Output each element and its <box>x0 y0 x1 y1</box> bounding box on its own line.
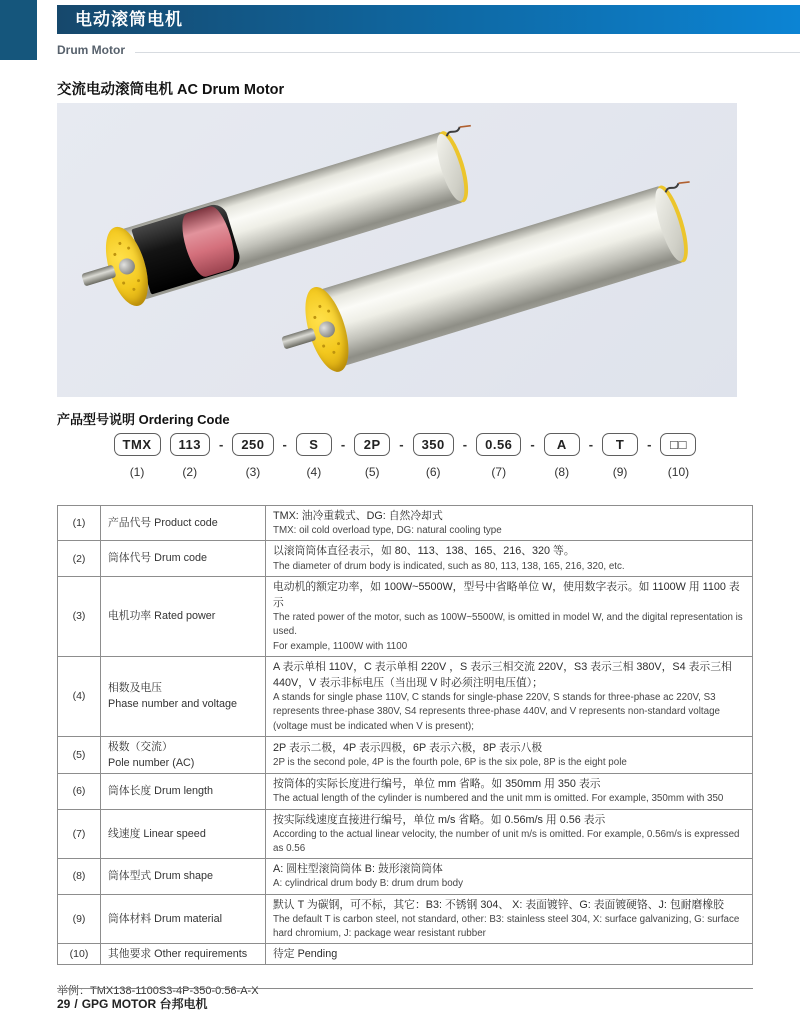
row-description-cell <box>266 506 753 541</box>
code-position-number: (1) <box>129 465 145 479</box>
description-line: 待定 Pending <box>273 948 338 961</box>
description-line: The default T is carbon steel, not standard, other: B3: stainless steel 304, X: surface galvanizing, G: surface hard chromium, J: package wear resistant rubber <box>273 913 740 939</box>
row-number-cell: (10) <box>58 944 101 965</box>
table-row <box>58 774 753 809</box>
product-image <box>57 103 737 397</box>
code-separator: - <box>462 437 468 452</box>
row-label-line: 筒体代号 Drum code <box>108 552 207 565</box>
table-row <box>58 541 753 576</box>
row-label-cell <box>101 774 266 809</box>
row-description-cell <box>266 809 753 859</box>
code-unit <box>232 433 273 479</box>
row-description-cell <box>266 656 753 736</box>
table-row <box>58 859 753 894</box>
code-unit <box>114 433 161 479</box>
footer-page-number: 29 <box>57 997 71 1011</box>
row-number-cell: (4) <box>58 656 101 736</box>
code-box: 350 <box>413 433 454 456</box>
row-label-cell <box>101 809 266 859</box>
row-label-cell <box>101 894 266 944</box>
description-line: According to the actual linear velocity, the number of unit m/s is omitted. For example, 0.56m/s is expressed as 0.56 <box>273 828 740 854</box>
header-divider <box>57 52 800 53</box>
row-label-cell <box>101 576 266 656</box>
code-separator: - <box>282 437 287 452</box>
description-line: A 表示单相 110V，C 表示单相 220V ，S 表示三相交流 220V，S3 表示三相 380V，S4 表示三相 440V，V 表示非标电压（当出现 V 时必须注明电压值）； <box>273 660 732 689</box>
spec-section <box>57 505 753 998</box>
code-unit <box>296 433 332 479</box>
table-row <box>58 506 753 541</box>
row-label-line: 产品代号 Product code <box>108 517 218 530</box>
code-position-number: (4) <box>306 465 322 479</box>
ordering-code-heading: 产品型号说明 Ordering Code <box>57 412 230 427</box>
row-description-cell <box>266 894 753 944</box>
drum-shaft <box>281 327 316 349</box>
code-unit <box>660 433 696 479</box>
code-position-number: (6) <box>425 465 441 479</box>
row-number-cell: (5) <box>58 736 101 773</box>
row-number-cell: (6) <box>58 774 101 809</box>
code-position-number: (10) <box>667 465 690 479</box>
row-description-cell <box>266 859 753 894</box>
description-line: 按筒体的实际长度进行编号，单位 mm 省略。如 350mm 用 350 表示 <box>273 778 601 791</box>
row-label-cell <box>101 506 266 541</box>
row-label-line: 筒体材料 Drum material <box>108 912 222 925</box>
table-row <box>58 656 753 736</box>
code-unit <box>170 433 210 479</box>
ordering-spec-table <box>57 505 753 965</box>
section-title: 交流电动滚筒电机 AC Drum Motor <box>57 82 285 98</box>
row-label-cell <box>101 736 266 773</box>
description-line: 电动机的额定功率，如 100W~5500W，型号中省略单位 W，使用数字表示。如 1100W 用 1100 表示 <box>273 580 740 609</box>
table-row <box>58 894 753 944</box>
code-separator: - <box>399 437 404 452</box>
example-label: 举例： <box>57 985 90 998</box>
example-code: TMX138-1100S3-4P-350-0.56-A-X <box>90 985 259 998</box>
code-unit <box>413 433 454 479</box>
code-separator: - <box>218 437 224 452</box>
row-description-cell <box>266 576 753 656</box>
row-description-cell <box>266 944 753 965</box>
row-number-cell: (2) <box>58 541 101 576</box>
row-label-line: 其他要求 Other requirements <box>108 948 248 961</box>
row-label-cell <box>101 944 266 965</box>
code-position-number: (5) <box>364 465 380 479</box>
description-line: The actual length of the cylinder is numbered and the unit mm is omitted. For example, 350mm with 350 <box>273 793 724 805</box>
description-line: For example, 1100W with 1100 <box>273 640 408 652</box>
table-row <box>58 944 753 965</box>
row-number-cell: (8) <box>58 859 101 894</box>
code-box: T <box>602 433 638 456</box>
description-line: 2P is the second pole, 4P is the fourth pole, 6P is the six pole, 8P is the eight pole <box>273 756 627 768</box>
table-row <box>58 809 753 859</box>
code-separator: - <box>530 437 535 452</box>
ordering-code-row <box>57 433 753 479</box>
code-box: S <box>296 433 332 456</box>
code-separator: - <box>340 437 346 452</box>
row-label-line: 极数（交流） <box>108 740 173 753</box>
row-number-cell: (1) <box>58 506 101 541</box>
code-box: 0.56 <box>476 433 521 456</box>
code-position-number: (2) <box>182 465 198 479</box>
description-line: 2P 表示二极，4P 表示四极，6P 表示六极，8P 表示八极 <box>273 741 543 754</box>
code-unit <box>602 433 638 479</box>
row-label-cell <box>101 541 266 576</box>
description-line: TMX: oil cold overload type, DG: natural cooling type <box>273 525 502 537</box>
spec-table-body <box>58 506 753 965</box>
code-unit <box>476 433 521 479</box>
code-separator: - <box>588 437 594 452</box>
row-number-cell: (7) <box>58 809 101 859</box>
description-line: 以滚筒筒体直径表示，如 80、113、138、165、216、320 等。 <box>273 545 575 558</box>
row-description-cell <box>266 774 753 809</box>
page-header-banner <box>57 5 800 34</box>
table-row <box>58 736 753 773</box>
description-line: A: 圆柱型滚筒筒体 B: 鼓形滚筒筒体 <box>273 863 443 876</box>
code-box: □□ <box>660 433 696 456</box>
page-title: 电动滚筒电机 <box>75 10 183 29</box>
row-label-line: 相数及电压 <box>108 682 162 695</box>
footer-brand: GPG MOTOR 台邦电机 <box>81 997 208 1011</box>
footer-divider <box>57 988 753 989</box>
row-description-cell <box>266 736 753 773</box>
row-number-cell: (3) <box>58 576 101 656</box>
code-unit <box>544 433 580 479</box>
description-line: The diameter of drum body is indicated, such as 80, 113, 138, 165, 216, 320, etc. <box>273 560 625 572</box>
row-description-cell <box>266 541 753 576</box>
code-box: 250 <box>232 433 273 456</box>
code-position-number: (3) <box>245 465 261 479</box>
row-label-line: 线速度 Linear speed <box>108 827 206 840</box>
power-wire-icon <box>662 174 695 198</box>
code-box: 113 <box>170 433 210 456</box>
code-unit <box>354 433 390 479</box>
code-box: 2P <box>354 433 390 456</box>
corner-accent-square <box>0 0 37 60</box>
description-line: A stands for single phase 110V, C stands for single-phase 220V, S stands for three-phase ac 220V, S3 represents three-phase 380V, S4 represents three-phase 440V, and V represents non-standard voltage (voltage must be indicated when V is present); <box>273 692 720 732</box>
page-subtitle: Drum Motor <box>57 43 135 57</box>
code-separator: - <box>647 437 652 452</box>
row-label-line: Pole number (AC) <box>108 756 195 769</box>
description-line: 默认 T 为碳钢，可不标，其它：B3: 不锈钢 304、 X: 表面镀锌、G: 表面镀硬铬、J: 包耐磨橡胶 <box>273 898 724 911</box>
description-line: The rated power of the motor, such as 100W~5500W, is omitted in model W, and the digital representation is used. <box>273 612 743 638</box>
drum-shaft <box>81 264 116 286</box>
description-line: 按实际线速度直接进行编号，单位 m/s 省略。如 0.56m/s 用 0.56 表示 <box>273 813 606 826</box>
row-label-cell <box>101 859 266 894</box>
table-row <box>58 576 753 656</box>
row-label-line: 电机功率 Rated power <box>108 610 216 623</box>
row-label-line: 筒体长度 Drum length <box>108 785 213 798</box>
code-box: TMX <box>114 433 161 456</box>
code-position-number: (9) <box>612 465 628 479</box>
row-number-cell: (9) <box>58 894 101 944</box>
page-footer <box>57 995 212 1011</box>
power-wire-icon <box>443 118 476 142</box>
code-box: A <box>544 433 580 456</box>
description-line: TMX: 油冷重载式、DG: 自然冷却式 <box>273 510 443 522</box>
row-label-cell <box>101 656 266 736</box>
row-label-line: 筒体型式 Drum shape <box>108 870 213 883</box>
code-position-number: (8) <box>554 465 570 479</box>
row-label-line: Phase number and voltage <box>108 698 238 711</box>
footer-separator: / <box>74 997 78 1011</box>
description-line: A: cylindrical drum body B: drum drum body <box>273 878 464 890</box>
code-position-number: (7) <box>491 465 507 479</box>
